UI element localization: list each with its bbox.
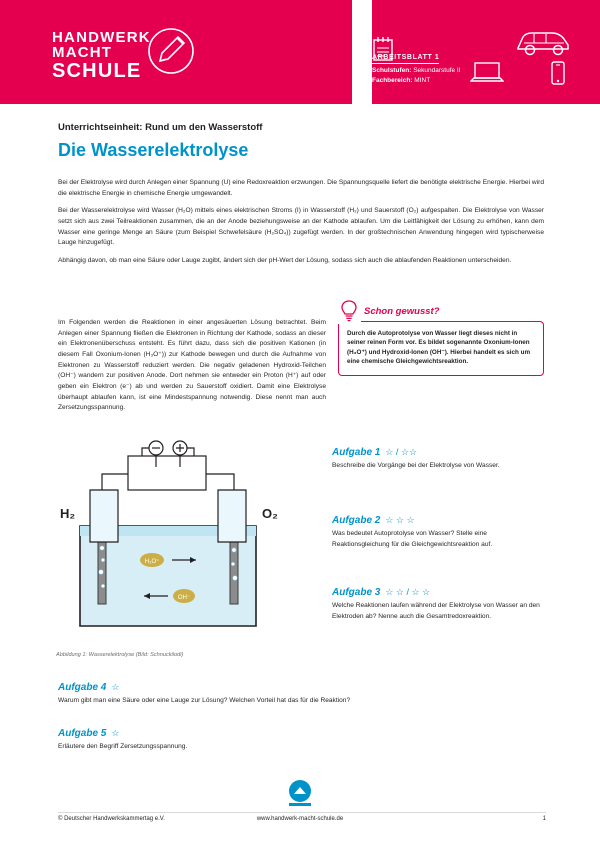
logo-line-1: HANDWERK (52, 29, 151, 46)
did-you-know-body (338, 321, 544, 376)
unit-subtitle: Unterrichtseinheit: Rund um den Wasserstoff (58, 122, 263, 133)
logo-line-3: SCHULE (52, 59, 142, 82)
task-4 (58, 682, 544, 707)
intro-text (58, 178, 544, 274)
car-icon (514, 24, 572, 58)
phone-icon (550, 60, 566, 86)
logo-line-2: MACHT (52, 44, 113, 62)
task-4-title: Aufgabe 4 (58, 682, 107, 693)
task-1-text: Beschreibe die Vorgänge bei der Elektrolyse von Wasser. (332, 462, 500, 469)
task-5 (58, 728, 544, 753)
header-band-gap (352, 0, 372, 104)
did-you-know-box (338, 306, 544, 376)
brand-logo (52, 30, 151, 81)
h2-label: H₂ (60, 506, 76, 521)
subject-value: MINT (414, 77, 431, 84)
task-1-difficulty: ☆ / ☆☆ (385, 447, 418, 457)
task-3-difficulty: ☆ ☆ / ☆ ☆ (385, 587, 431, 597)
task-4-difficulty: ☆ (111, 682, 120, 692)
footer-divider (58, 812, 546, 813)
task-5-header (58, 728, 544, 739)
anion-label: OH⁻ (177, 595, 191, 601)
school-level-value: Sekundarstufe II (413, 67, 461, 74)
task-5-text: Erläutere den Begriff Zersetzungsspannung. (58, 743, 188, 750)
did-you-know-title: Schon gewusst? (364, 306, 440, 317)
task-3-text: Welche Reaktionen laufen während der Elektrolyse von Wasser an den Elektroden ab? Nenne auch die Gesamtredoxreaktion. (332, 602, 540, 620)
footer-page-number: 1 (542, 816, 546, 822)
task-2 (332, 515, 544, 550)
body-paragraph-1: Im Folgenden werden die Reaktionen in einer angesäuerten Lösung betrachtet. Beim Anlegen einer Spannung fließen die Elektronen in Richtung der Kathode, sodass an dieser ein Elektronenüberschuss entsteht. Es führt dazu, dass sich die positiven Kationen (in diesem Fall Oxonium-Ionen (H₃O⁺)) zur Kathode bewegen und durch die Aufnahme von Elektronen zu Wasserstoff reduziert werden. Die negativ geladenen Hydroxid-Teilchen (OH⁻) wandern zur positiven Anode. Dort nehmen sie entweder ein Proton (H⁺) auf oder geben ein Elektron (e⁻) ab und werden zu Sauerstoff oxidiert. Damit eine Elektrolyse überhaupt ablaufen kann, ist eine Mindestspannung notwendig. Diese nennt man auch Zersetzungsspannung. (58, 319, 326, 412)
task-3-header (332, 587, 544, 598)
figure-caption: Abbildung 1: Wasserelektrolyse (Bild: Schnuckilodi) (56, 652, 184, 658)
task-3-title: Aufgabe 3 (332, 587, 381, 598)
task-5-difficulty: ☆ (111, 728, 120, 738)
body-left-column (58, 318, 326, 421)
footer-copyright: © Deutscher Handwerkskammertag e.V. (58, 816, 165, 822)
task-2-text: Was bedeutet Autoprotolyse von Wasser? Stelle eine Reaktionsgleichung für die Gleichgewichtsreaktion auf. (332, 530, 493, 548)
lightbulb-icon (337, 298, 361, 324)
task-1-title: Aufgabe 1 (332, 447, 381, 458)
task-2-header (332, 515, 544, 526)
task-3 (332, 587, 544, 622)
footer-url: www.handwerk-macht-schule.de (256, 816, 344, 822)
task-1-header (332, 447, 544, 458)
electrolysis-figure (56, 430, 324, 650)
intro-paragraph-3: Abhängig davon, ob man eine Säure oder Lauge zugibt, ändert sich der pH-Wert der Lösung, sodass sich auch die ablaufenden Reaktionen unterscheiden. (58, 257, 512, 265)
task-2-title: Aufgabe 2 (332, 515, 381, 526)
task-4-header (58, 682, 544, 693)
subject-line (372, 77, 461, 84)
task-2-difficulty: ☆ ☆ ☆ (385, 515, 415, 525)
school-level-label: Schulstufen: (372, 67, 412, 74)
worksheet-meta (372, 46, 461, 84)
footer-logo-icon (281, 778, 319, 808)
laptop-icon (470, 60, 504, 86)
task-4-text: Warum gibt man eine Säure oder eine Lauge zur Lösung? Welchen Vorteil hat das für die Reaktion? (58, 697, 351, 704)
did-you-know-text: Durch die Autoprotolyse von Wasser liegt dieses nicht in seiner reinen Form vor. Es bildet sogenannte Oxonium-Ionen (H₃O⁺) und Hydroxid-Ionen (OH⁻). Hierbei handelt es sich um eine chemische Gleichgewichtsreaktion. (347, 330, 531, 366)
task-5-title: Aufgabe 5 (58, 728, 107, 739)
school-level-line (372, 67, 461, 74)
worksheet-label: ARBEITSBLATT 1 (372, 54, 439, 64)
task-1 (332, 447, 544, 472)
intro-paragraph-1: Bei der Elektrolyse wird durch Anlegen einer Spannung (U) eine Redoxreaktion erzwungen. Die Spannungsquelle liefert die benötigte elektrische Energie. Hierbei wird die elektrische Energie in chemische Energie umgewandelt. (58, 179, 544, 197)
intro-paragraph-2: Bei der Wasserelektrolyse wird Wasser (H₂O) mittels eines elektrischen Stroms (I) in Wasserstoff (H₂) und Sauerstoff (O₂) aufgespalten. Die Elektrolyse von Wasser setzt sich aus zwei Teilreaktionen zusammen, die an der Anode beziehungsweise an der Kathode ablaufen. Um die Leitfähigkeit der Lösung zu erhöhen, kann dem Wasser eine geringe Menge an Säure (zum Beispiel Schwefelsäure (H₂SO₄)) zugefügt werden. In der großtechnischen Anwendung hingegen wird typischerweise Lauge hinzugefügt. (58, 207, 544, 247)
subject-label: Fachbereich: (372, 77, 413, 84)
pencil-icon (148, 28, 194, 74)
page-title: Die Wasserelektrolyse (58, 140, 249, 160)
cation-label: H₃O⁺ (144, 559, 160, 565)
o2-label: O₂ (262, 506, 278, 521)
